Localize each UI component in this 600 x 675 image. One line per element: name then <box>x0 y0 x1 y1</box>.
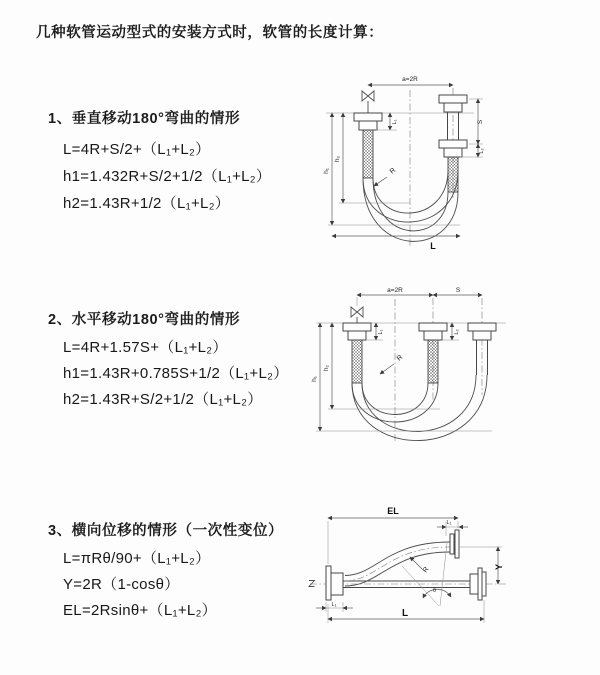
section-1-heading: 1、垂直移动180°弯曲的情形 <box>48 111 241 127</box>
left-pipe-assembly <box>343 323 371 383</box>
section-2-formula-L: L=4R+1.57S+（L₁+L₂） <box>63 339 228 356</box>
axis-break-mark <box>309 581 315 587</box>
angle-label: θ <box>433 588 437 594</box>
section-3-formula-EL: EL=2Rsinθ+（L₁+L₂） <box>63 602 217 619</box>
radius-leader <box>374 167 397 186</box>
dim-el-label: EL <box>387 506 399 516</box>
radius-label: R <box>388 166 398 176</box>
dim-length-l <box>328 600 484 623</box>
dim-height-h1 <box>311 323 492 431</box>
valve-icon <box>351 297 363 323</box>
dim-h1-label: h₁ <box>323 168 330 174</box>
dim-l1-label: L₁ <box>392 119 398 125</box>
section-1-formula-h2: h2=1.43R+1/2（L₁+L₂） <box>63 195 231 212</box>
dim-l1-top-label: L₁ <box>446 520 452 526</box>
dim-h2-label: h₂ <box>323 364 330 372</box>
valve-icon <box>362 91 374 113</box>
section-3-heading: 3、横向位移的情形（一次性变位） <box>48 523 284 539</box>
radius-label: R <box>421 565 431 575</box>
page-title: 几种软管运动型式的安装方式时，软管的长度计算： <box>36 25 384 41</box>
left-flange-assembly <box>326 566 343 600</box>
radius-leader <box>410 557 431 574</box>
dim-travel-s <box>433 287 482 295</box>
dim-l-label: L <box>401 608 409 619</box>
hose-u-curves <box>352 375 487 441</box>
dim-l1-bottom-label: L₁ <box>331 602 337 608</box>
dim-l2-label: L₂ <box>479 148 485 154</box>
displaced-hose-curve <box>344 530 459 586</box>
radius-leader <box>380 354 404 374</box>
dim-s-label: S <box>455 287 461 294</box>
dim-l2-label: L₂ <box>454 329 460 335</box>
dim-extended-length-el <box>328 506 458 564</box>
section-2-formula-h2: h2=1.43R+S/2+1/2（L₁+L₂） <box>63 391 263 408</box>
dim-height-h2 <box>323 323 440 409</box>
section-1-formula-L: L=4R+S/2+（L₁+L₂） <box>63 141 211 158</box>
hose-u-curves <box>363 170 458 241</box>
section-3-formula-Y: Y=2R（1-cosθ） <box>63 576 180 593</box>
section-1-formula-h1: h1=1.432R+S/2+1/2（L₁+L₂） <box>63 168 272 185</box>
dim-y-label: Y <box>494 563 504 571</box>
dim-left-fitting <box>316 602 353 612</box>
dim-h2-label: h₂ <box>334 155 341 163</box>
diagram-vertical-180-bend <box>312 70 512 255</box>
radius-label: R <box>395 353 405 363</box>
section-2-heading: 2、水平移动180°弯曲的情形 <box>48 312 241 328</box>
dim-l1-label: L₁ <box>378 329 384 335</box>
section-3-formula-L: L=πRθ/90+（L₁+L₂） <box>63 550 211 567</box>
dim-width-a2r <box>357 287 433 295</box>
section-2-formula-h1: h1=1.43R+0.785S+1/2（L₁+L₂） <box>63 365 289 382</box>
dim-s-label: S <box>477 119 484 125</box>
diagram-lateral-displacement <box>298 496 600 668</box>
middle-pipe-assembly <box>419 323 447 383</box>
left-pipe-assembly <box>354 113 382 178</box>
dim-l-label: L <box>430 241 436 251</box>
dim-width-a2r <box>368 76 453 85</box>
dim-width-label: a=2R <box>387 287 403 294</box>
dim-h1-label: h₁ <box>311 376 318 382</box>
right-pipe-assembly <box>439 95 467 192</box>
dim-width-label: a=2R <box>402 76 418 83</box>
diagram-horizontal-180-bend <box>308 283 598 453</box>
